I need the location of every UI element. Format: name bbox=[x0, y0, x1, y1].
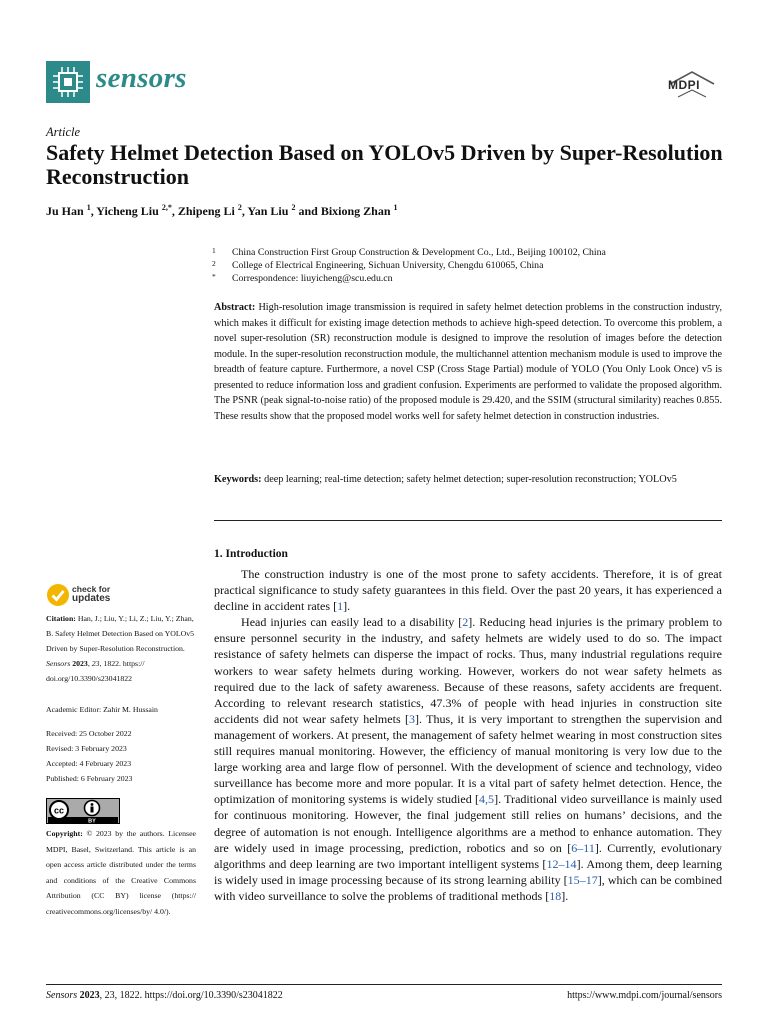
paper-title: Safety Helmet Detection Based on YOLOv5 Driven by Super-Resolution Reconstruction bbox=[46, 140, 723, 189]
author-name: Yan Liu bbox=[247, 204, 289, 218]
check-updates-line: check for bbox=[72, 584, 111, 594]
author-separator: , bbox=[241, 204, 248, 218]
citation-text: Han, J.; Liu, Y.; Li, Z.; Liu, Y.; Zhan, B. Safety Helmet Detection Based on YOLOv5 Driven by Super-Resolution Reconstruction. bbox=[46, 614, 195, 653]
paragraph-text: Head injuries can easily lead to a disability [ bbox=[241, 615, 463, 630]
citation-link[interactable]: 12–14 bbox=[546, 856, 577, 871]
author-name: Yicheng Liu bbox=[96, 204, 159, 218]
check-for-updates-icon[interactable] bbox=[46, 583, 70, 607]
author-separator: , bbox=[171, 204, 178, 218]
affiliation-text: College of Electrical Engineering, Sichuan University, Chengdu 610065, China bbox=[232, 260, 544, 271]
paragraph-text: The construction industry is one of the most prone to safety accidents. Therefore, it is of great practical significance to study safety guarantees in this field. Over the past 20 years, it has experienced a decline in accident rates [ bbox=[214, 567, 722, 614]
footer-doi: , 23, 1822. https://doi.org/10.3390/s23041822 bbox=[99, 990, 283, 1001]
citation-journal: Sensors bbox=[46, 659, 71, 668]
footer-citation bbox=[46, 990, 283, 1001]
check-for-updates-label[interactable] bbox=[72, 585, 110, 603]
affiliation-mark: 1 bbox=[212, 246, 216, 255]
journal-name: sensors bbox=[96, 62, 187, 94]
paragraph bbox=[214, 566, 722, 614]
abstract bbox=[214, 300, 722, 424]
date-revised: Revised: 3 February 2023 bbox=[46, 744, 127, 753]
abstract-text: High-resolution image transmission is required in safety helmet detection problems in the construction industry, which makes it difficult for existing image detection methods to achieve high-speed detection. To overcome this problem, a novel super-resolution (SR) reconstruction module is designed to improve the resolution of images before the detection module. In the super-resolution reconstruction module, the multichannel attention mechanism module is used to improve the breadth of feature capture. Furthermore, a novel CSP (Cross Stage Partial) module of YOLO (You Only Look Once) v5 is presented to reduce information loss and gradient confusion. Experiments are performed to validate the proposed algorithm. The PSNR (peak signal-to-noise ratio) of the proposed module is 29.420, and the SSIM (structural similarity) reaches 0.855. These results show that the proposed model works well for safety helmet detection in construction industries. bbox=[214, 302, 722, 422]
copyright-notice bbox=[46, 826, 196, 920]
citation-volume: 23 bbox=[91, 659, 100, 668]
paragraph-text: ]. Currently, evolutionary algorithms and deep learning are two important intelligent systems [ bbox=[214, 840, 722, 871]
date-received: Received: 25 October 2022 bbox=[46, 729, 132, 738]
paragraph bbox=[214, 614, 722, 904]
footer-journal-url[interactable]: https://www.mdpi.com/journal/sensors bbox=[567, 990, 722, 1001]
author-name: Zhipeng Li bbox=[177, 204, 235, 218]
author-affil-mark: 1 bbox=[86, 203, 91, 212]
citation-link[interactable]: 15–17 bbox=[567, 872, 598, 887]
citation-link[interactable]: 2 bbox=[462, 615, 469, 630]
introduction-body bbox=[214, 566, 722, 904]
copyright-label: Copyright: bbox=[46, 829, 83, 838]
citation-doi: , 1822. https:// doi.org/10.3390/s23041822 bbox=[46, 659, 145, 683]
author-affil-mark: 2,* bbox=[161, 203, 172, 212]
copyright-text: © 2023 by the authors. Licensee MDPI, Basel, Switzerland. This article is an open access article distributed under the terms and conditions of the Creative Commons Attribution (CC BY) license (https:// creativecommons.org/licenses/by/ 4.0/). bbox=[46, 829, 196, 916]
cc-by-license-icon[interactable] bbox=[46, 798, 120, 824]
citation-block bbox=[46, 611, 196, 686]
paragraph-text: ]. Reducing head injuries is the primary problem to ensure personnel security in the industry, and safety helmets are widely used to do so. The impact resistance of safety helmets can disperse the impact of rocks. Thus, many industrial regulations require workers to wear safety helmets during working. However, workers do not wear safety helmets as required due to the lack of safety awareness. Because of these reasons, safety accidents are frequent. According to relevant research statistics, 47.3% of people with head injuries in construction site accidents did not wear safety helmets [ bbox=[214, 615, 722, 726]
footer-divider bbox=[46, 984, 722, 985]
divider bbox=[214, 520, 722, 521]
academic-editor: Academic Editor: Zahir M. Hussain bbox=[46, 705, 158, 714]
author-separator: and bbox=[295, 204, 321, 218]
cc-by-label: BY bbox=[88, 818, 96, 824]
journal-logo-icon bbox=[46, 61, 90, 103]
keywords-label: Keywords: bbox=[214, 474, 262, 485]
author-affil-mark: 2 bbox=[237, 203, 242, 212]
date-accepted: Accepted: 4 February 2023 bbox=[46, 759, 132, 768]
footer-year: 2023 bbox=[77, 990, 100, 1001]
author-affil-mark: 1 bbox=[393, 203, 398, 212]
publisher-name: MDPI bbox=[668, 78, 700, 92]
date-published: Published: 6 February 2023 bbox=[46, 774, 133, 783]
paragraph-text: ]. Thus, it is very important to strengthen the supervision and management of workers. At present, the management of safety helmet wearing in most construction sites still requires manual monitoring. However, the efficiency of manual monitoring is very low due to the large working area and large flow of personnel. With the development of science and technology, video surveillance has become more and more popular. It is a vital part of safety helmet detection. Hence, the optimization of monitoring systems is widely studied [ bbox=[214, 711, 723, 807]
author-name: Ju Han bbox=[46, 204, 84, 218]
author-separator: , bbox=[90, 204, 97, 218]
citation-text: , bbox=[87, 659, 92, 668]
paragraph-text: ]. bbox=[561, 888, 569, 903]
author-list bbox=[46, 203, 398, 219]
affiliation-mark: * bbox=[212, 272, 216, 281]
correspondence-text: Correspondence: liuyicheng@scu.edu.cn bbox=[232, 273, 393, 284]
svg-text:cc: cc bbox=[53, 805, 65, 816]
citation-year: 2023 bbox=[70, 659, 88, 668]
paragraph-text: ], which can be combined with video surveillance to solve the problems of traditional methods [ bbox=[214, 872, 723, 903]
check-updates-line: updates bbox=[72, 593, 111, 604]
abstract-label: Abstract: bbox=[214, 302, 256, 313]
paragraph-text: ]. Traditional video surveillance is mainly used for continuous monitoring. However, the final judgement still relies on humans’ decisions, and the degree of automation is not enough. Intelligence algorithms are a method to enhance automation. They are widely used in image processing, prediction, robotics and so on [ bbox=[214, 792, 722, 855]
affiliation-mark: 2 bbox=[212, 259, 216, 268]
paragraph-text: ]. bbox=[343, 599, 351, 614]
citation-link[interactable]: 6–11 bbox=[571, 840, 595, 855]
keywords bbox=[214, 472, 722, 488]
citation-label: Citation: bbox=[46, 614, 76, 623]
paragraph-text: ]. Among them, deep learning is widely used in image processing because of its strong learning ability [ bbox=[214, 856, 723, 887]
citation-link[interactable]: 3 bbox=[409, 711, 416, 726]
footer-journal: Sensors bbox=[46, 990, 78, 1001]
keywords-text: deep learning; real-time detection; safety helmet detection; super-resolution reconstruction; YOLOv5 bbox=[261, 474, 677, 485]
citation-link[interactable]: 4,5 bbox=[479, 792, 495, 807]
author-name: Bixiong Zhan bbox=[320, 204, 391, 218]
citation-link[interactable]: 1 bbox=[337, 599, 344, 614]
section-heading: 1. Introduction bbox=[214, 548, 288, 560]
author-affil-mark: 2 bbox=[291, 203, 296, 212]
affiliation-text: China Construction First Group Construction & Development Co., Ltd., Beijing 100102, China bbox=[232, 247, 606, 258]
citation-link[interactable]: 18 bbox=[549, 888, 562, 903]
article-type: Article bbox=[46, 125, 81, 139]
